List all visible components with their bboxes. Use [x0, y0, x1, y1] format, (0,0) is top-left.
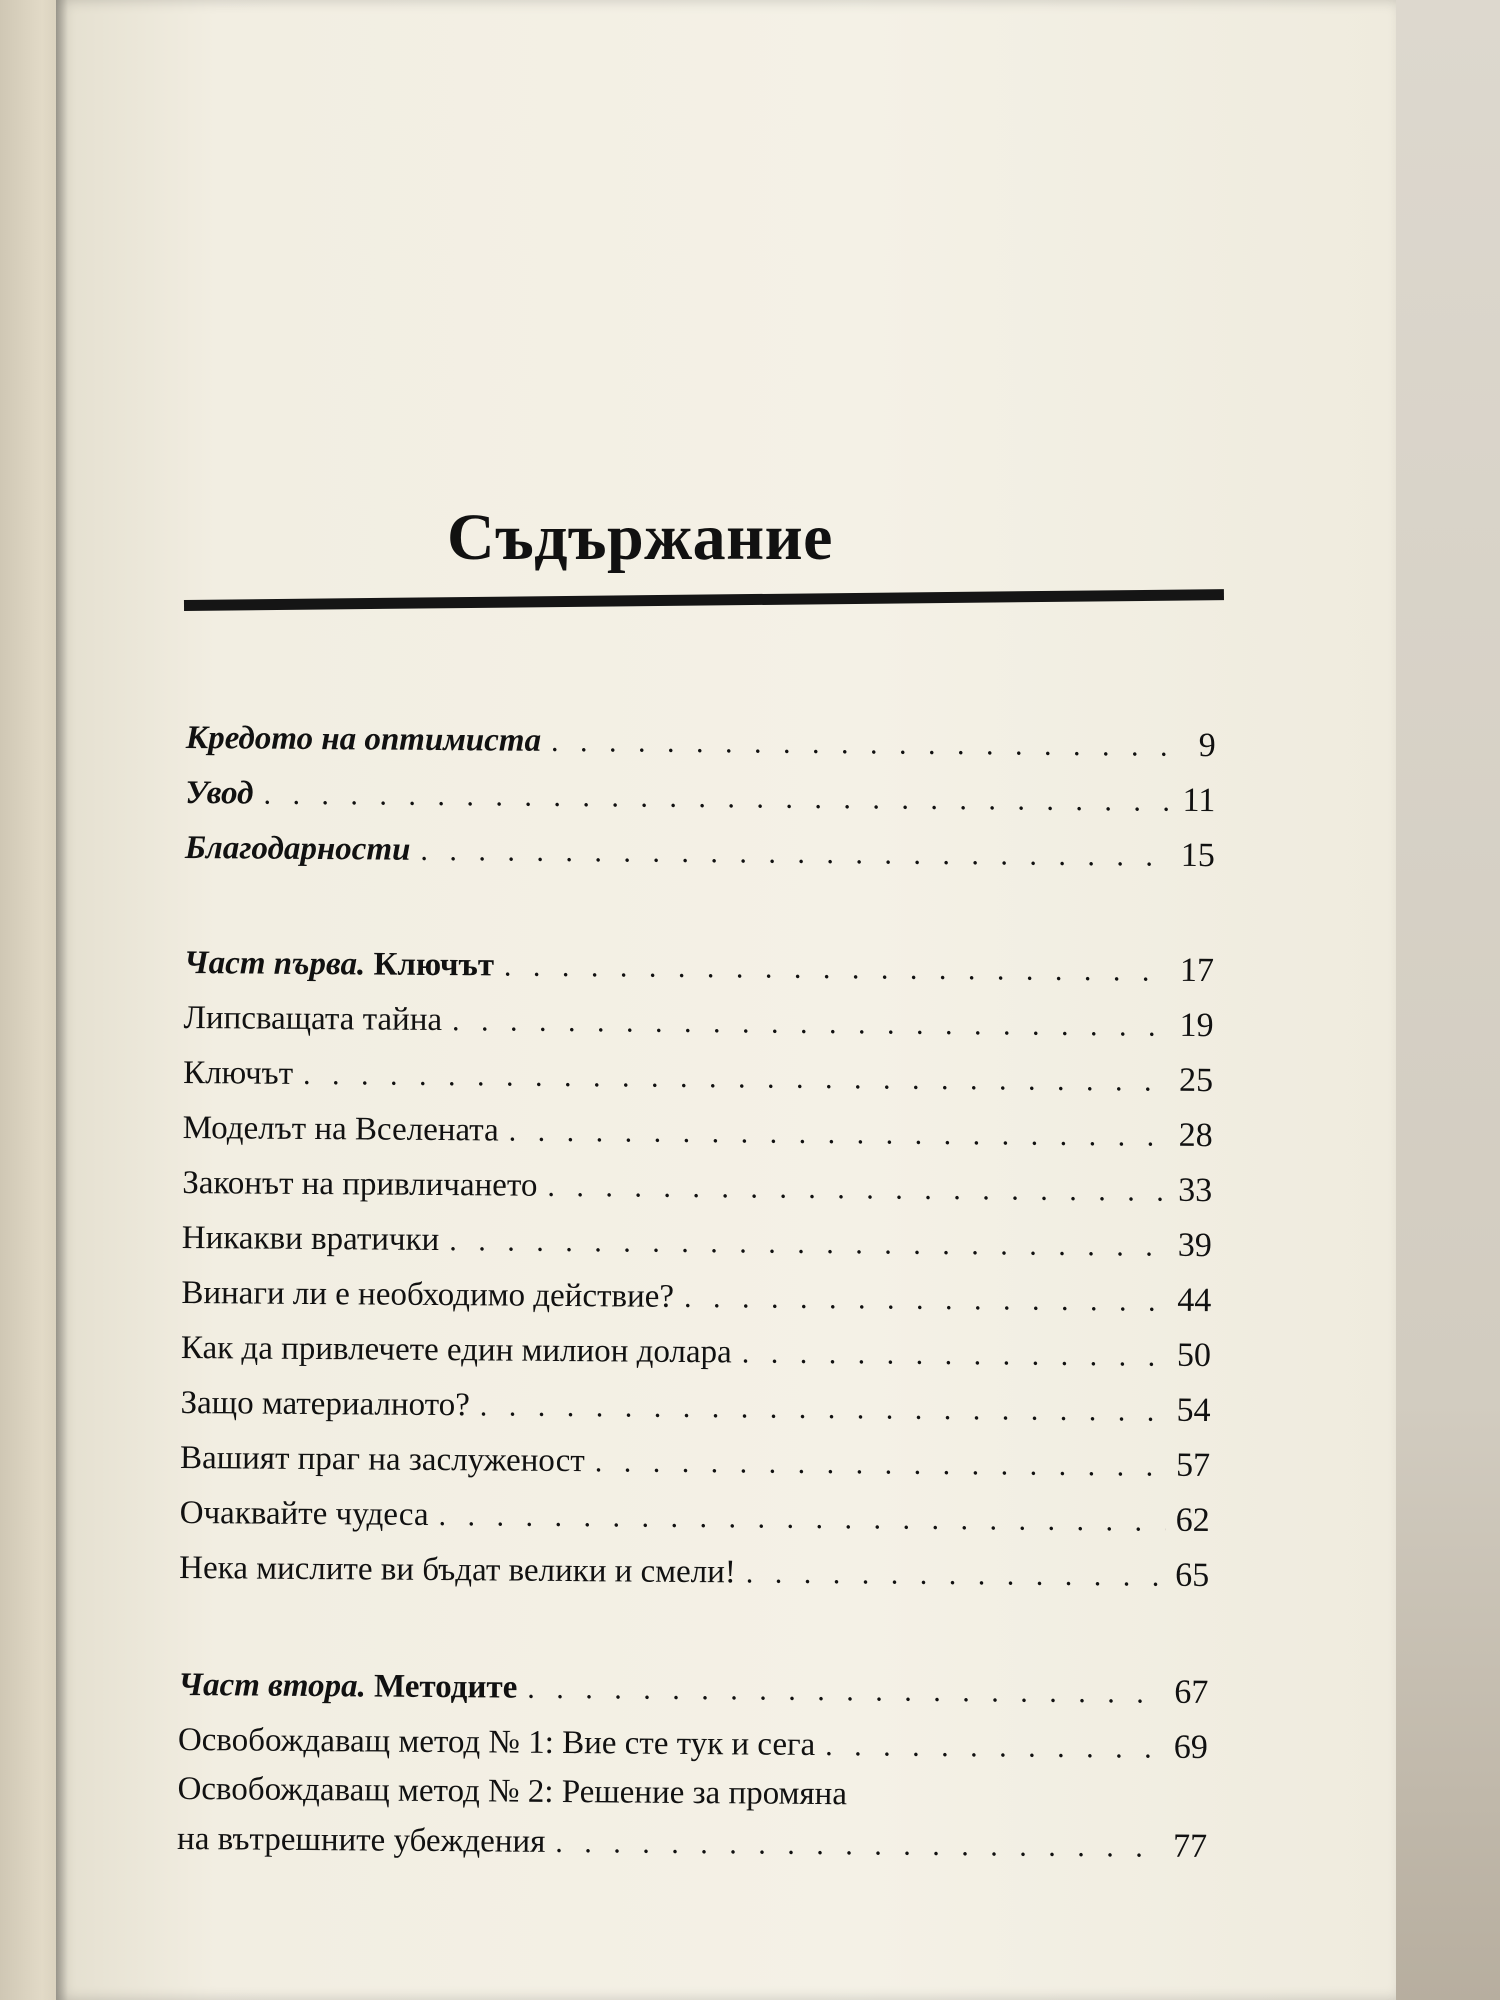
toc-page-number: 67	[1174, 1673, 1209, 1712]
dot-leader	[504, 939, 1170, 999]
toc-part-label	[184, 936, 494, 993]
toc-entry-label: Защо материалното?	[180, 1384, 470, 1424]
toc-entry-intro	[185, 765, 1215, 828]
toc-chapter	[180, 1430, 1210, 1493]
toc-page-number: 15	[1180, 836, 1216, 875]
toc-chapter	[179, 1485, 1209, 1548]
toc-chapter	[182, 1210, 1212, 1273]
toc-chapter	[183, 1045, 1213, 1108]
toc-entry-label: Увод	[185, 774, 254, 812]
dot-leader	[742, 1325, 1168, 1383]
toc-chapter	[180, 1375, 1210, 1438]
toc-entry-label: Нека мислите ви бъдат велики и смели!	[179, 1549, 737, 1591]
toc-page-number: 25	[1178, 1061, 1214, 1100]
toc-entry-label: Ключът	[183, 1054, 294, 1092]
previous-page-edge	[0, 0, 62, 2000]
dot-leader	[438, 1488, 1166, 1549]
toc-entry-acknowledgements	[185, 820, 1215, 883]
toc-chapter	[182, 1155, 1212, 1218]
dot-leader	[527, 1661, 1164, 1721]
toc-entry-label: Кредото на оптимиста	[185, 719, 542, 759]
toc-chapter	[177, 1811, 1207, 1874]
dot-leader	[263, 767, 1172, 829]
toc-page-number: 57	[1175, 1446, 1211, 1485]
spacer	[184, 875, 1214, 943]
toc-page-number: 28	[1178, 1116, 1213, 1155]
toc-chapter-line1: Освобождаващ метод № 2: Решение за промяна	[177, 1770, 848, 1813]
toc-entry-label: Как да привлечете един милион долара	[180, 1329, 732, 1371]
dot-leader	[449, 1213, 1168, 1274]
toc-page-number: 17	[1179, 951, 1215, 990]
toc-page-number: 19	[1179, 1006, 1214, 1045]
dot-leader	[480, 1378, 1167, 1438]
dot-leader	[303, 1047, 1169, 1109]
toc-page-number: 50	[1176, 1336, 1212, 1375]
toc-page-number: 33	[1178, 1171, 1213, 1210]
toc-page-number: 11	[1182, 781, 1216, 820]
toc-part-label	[178, 1658, 517, 1716]
page-title: Съдържание	[447, 501, 833, 574]
toc-entry-label: Вашият праг на заслуженост	[179, 1439, 585, 1480]
part-prefix: Част първа.	[183, 944, 366, 983]
toc-part-one-heading	[184, 935, 1214, 998]
toc-entry-label: Благодарности	[184, 829, 411, 868]
part-name: Ключът	[373, 946, 495, 984]
dot-leader	[825, 1718, 1164, 1776]
dot-leader	[595, 1434, 1167, 1493]
toc-page-number: 77	[1172, 1827, 1208, 1866]
toc-chapter	[183, 1100, 1213, 1163]
toc-page-number: 39	[1177, 1226, 1212, 1265]
toc-page-number: 65	[1175, 1556, 1210, 1595]
toc-chapter	[179, 1540, 1209, 1603]
dot-leader	[551, 714, 1189, 774]
toc-chapter	[178, 1712, 1208, 1775]
dot-leader	[509, 1104, 1169, 1164]
toc-chapter	[181, 1265, 1211, 1328]
table-of-contents	[177, 710, 1216, 1874]
toc-entry-label: на вътрешните убеждения	[176, 1820, 546, 1860]
toc-entry-credo	[186, 710, 1216, 773]
toc-entry-label: Никакви вратички	[181, 1219, 440, 1259]
part-prefix: Част втора.	[178, 1666, 366, 1705]
toc-page-number: 62	[1175, 1501, 1210, 1540]
part-name: Методите	[373, 1668, 518, 1706]
toc-chapter	[181, 1320, 1211, 1383]
toc-entry-label: Моделът на Вселената	[182, 1109, 499, 1149]
toc-chapter	[183, 990, 1213, 1053]
toc-entry-label: Очаквайте чудеса	[179, 1494, 429, 1533]
toc-part-two-heading	[178, 1657, 1208, 1720]
dot-leader	[420, 823, 1171, 884]
toc-page-number: 44	[1177, 1281, 1212, 1320]
page-gutter-shadow	[56, 0, 68, 2000]
toc-page-number: 9	[1198, 726, 1216, 765]
toc-entry-label: Освобождаващ метод № 1: Вие сте тук и сега	[177, 1721, 816, 1763]
dot-leader	[547, 1159, 1168, 1219]
spacer	[179, 1595, 1209, 1665]
dot-leader	[555, 1815, 1163, 1875]
dot-leader	[452, 993, 1170, 1054]
dot-leader	[684, 1270, 1168, 1329]
toc-entry-label: Винаги ли е необходимо действие?	[181, 1274, 675, 1315]
shelf-background	[1380, 0, 1500, 2000]
dot-leader	[746, 1545, 1166, 1603]
toc-page-number: 54	[1176, 1391, 1211, 1430]
toc-page-number: 69	[1173, 1728, 1209, 1767]
toc-entry-label: Липсващата тайна	[183, 999, 443, 1039]
toc-entry-label: Законът на привличането	[182, 1164, 538, 1204]
